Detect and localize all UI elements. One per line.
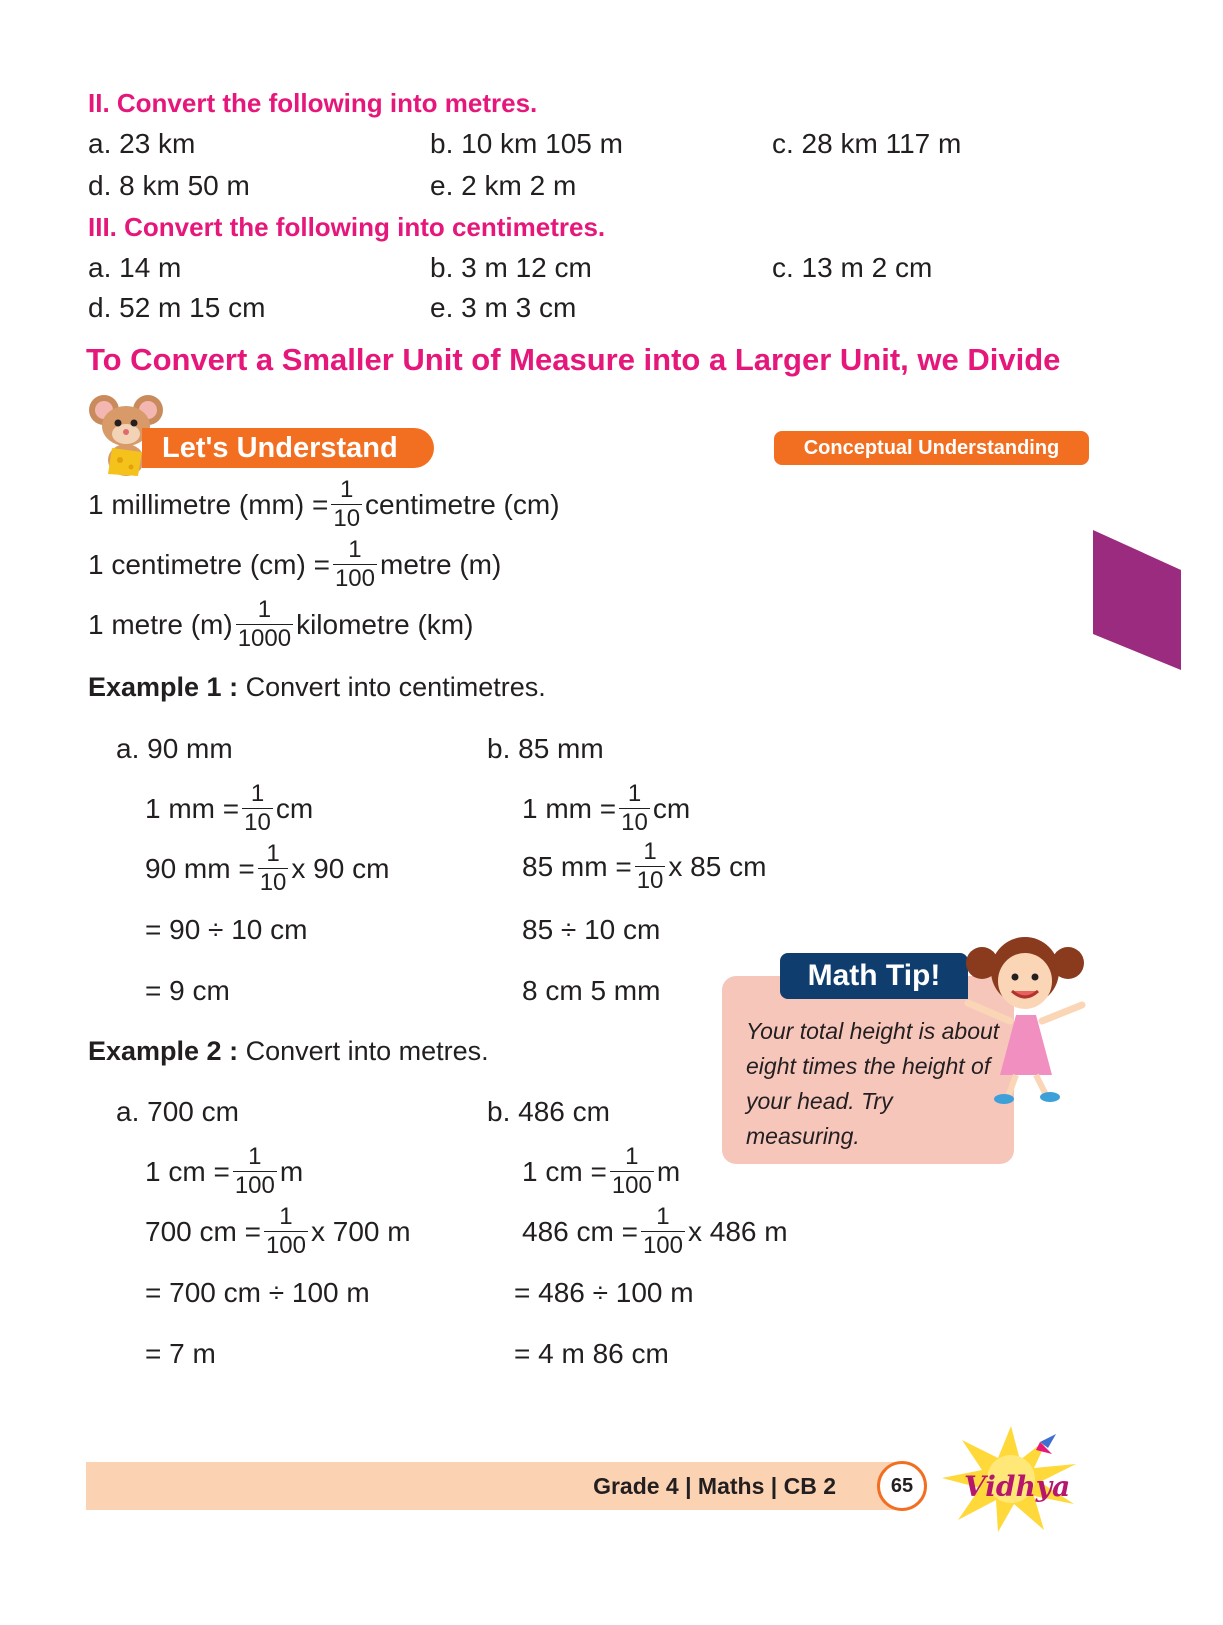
footer-bar xyxy=(86,1462,916,1510)
vidhya-brand: Vidhya xyxy=(964,1470,1071,1503)
example-2b-step-3: = 486 ÷ 100 m xyxy=(514,1277,694,1308)
side-tab xyxy=(1093,530,1223,670)
example-1b-title: b. 85 mm xyxy=(487,733,604,764)
example-2b-step-1: 1 cm = $\frac{1}{100}$ m xyxy=(522,1143,681,1199)
example-1a-step-3: = 90 ÷ 10 cm xyxy=(145,914,308,945)
section-title: To Convert a Smaller Unit of Measure into a Larger Unit, we Divide xyxy=(86,342,1061,377)
example-2a-step-3: = 700 cm ÷ 100 m xyxy=(145,1277,370,1308)
exercise-3-item-c: c. 13 m 2 cm xyxy=(772,252,933,283)
lets-understand-banner xyxy=(142,428,434,468)
lets-understand-label: Let's Understand xyxy=(162,431,398,464)
example-2b-step-4: = 4 m 86 cm xyxy=(514,1338,669,1369)
girl-illustration xyxy=(960,925,1090,1110)
example-1b-step-3: 85 ÷ 10 cm xyxy=(522,914,661,945)
example-2b-step-2: 486 cm = $\frac{1}{100}$ x 486 m xyxy=(522,1203,788,1259)
exercise-2-item-b: b. 10 km 105 m xyxy=(430,128,623,159)
example-2a-step-1: 1 cm = $\frac{1}{100}$ m xyxy=(145,1143,304,1199)
math-tip-text: Your total height is about eight times the height of your head. Try measuring. xyxy=(746,1018,1000,1149)
page-number: 65 xyxy=(877,1461,927,1511)
exercise-2-item-d: d. 8 km 50 m xyxy=(88,170,250,201)
math-tip-header xyxy=(780,953,968,999)
example-1b-step-2: 85 mm = $\frac{1}{10}$ x 85 cm xyxy=(522,838,767,894)
conceptual-understanding-label: Conceptual Understanding xyxy=(803,436,1060,459)
exercise-3-item-a: a. 14 m xyxy=(88,252,182,283)
example-2a-step-4: = 7 m xyxy=(145,1338,216,1369)
example-1b-step-1: 1 mm = $\frac{1}{10}$ cm xyxy=(522,780,691,836)
example-1a-step-4: = 9 cm xyxy=(145,975,230,1006)
exercise-3-item-b: b. 3 m 12 cm xyxy=(430,252,592,283)
exercise-2-item-c: c. 28 km 117 m xyxy=(772,128,962,159)
example-1-heading: Example 1 : Convert into centimetres. xyxy=(88,672,546,702)
conceptual-understanding-tag xyxy=(774,431,1089,465)
example-1a-step-2: 90 mm = $\frac{1}{10}$ x 90 cm xyxy=(145,840,390,896)
example-1b-step-4: 8 cm 5 mm xyxy=(522,975,661,1006)
footer-text: Grade 4 | Maths | CB 2 xyxy=(593,1472,836,1499)
math-tip-title: Math Tip! xyxy=(807,959,941,992)
exercise-2-item-a: a. 23 km xyxy=(88,128,196,159)
example-2b-title: b. 486 cm xyxy=(487,1096,610,1127)
example-1a-step-1: 1 mm = $\frac{1}{10}$ cm xyxy=(145,780,314,836)
example-2a-title: a. 700 cm xyxy=(116,1096,239,1127)
exercise-2-item-e: e. 2 km 2 m xyxy=(430,170,577,201)
rule-row: 1 centimetre (cm) = $\frac{1}{100}$ metre (m) xyxy=(88,536,502,592)
exercise-2-heading: II. Convert the following into metres. xyxy=(88,88,538,118)
example-1a-title: a. 90 mm xyxy=(116,733,233,764)
rule-row: 1 metre (m) $\frac{1}{1000}$ kilometre (km) xyxy=(88,596,474,652)
exercise-3-item-e: e. 3 m 3 cm xyxy=(430,292,577,323)
exercise-3-heading: III. Convert the following into centimetres. xyxy=(88,212,606,242)
example-2a-step-2: 700 cm = $\frac{1}{100}$ x 700 m xyxy=(145,1203,411,1259)
example-2-heading: Example 2 : Convert into metres. xyxy=(88,1036,489,1066)
exercise-3-item-d: d. 52 m 15 cm xyxy=(88,292,266,323)
vidhya-logo xyxy=(936,1424,1086,1534)
rule-row: 1 millimetre (mm) = $\frac{1}{10}$ centimetre (cm) xyxy=(88,476,560,532)
